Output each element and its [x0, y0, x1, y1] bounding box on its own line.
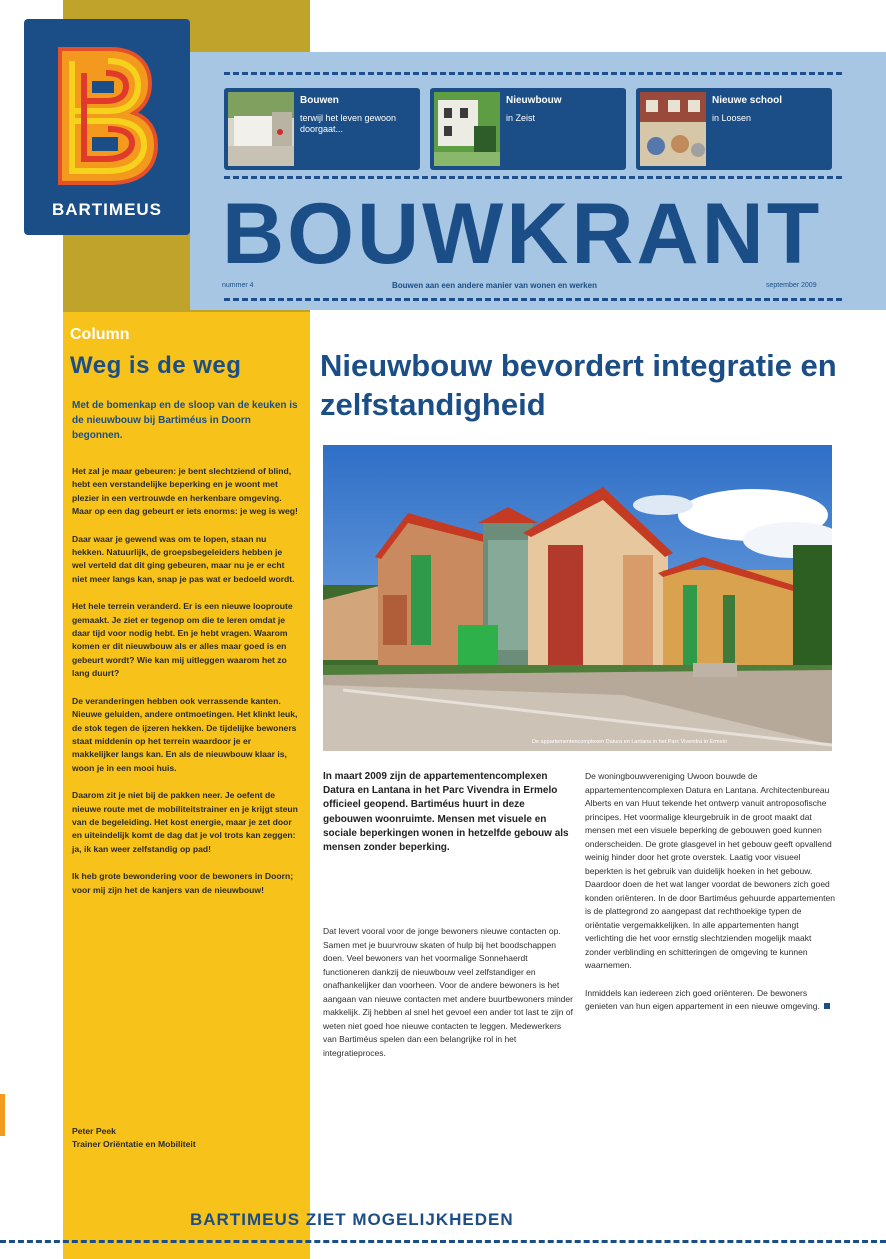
column-label: Column	[70, 326, 130, 343]
column-paragraph: Ik heb grote bewondering voor de bewoners in Doorn; voor mij zijn het de kanjers van de nieuwbouw!	[72, 871, 294, 895]
end-of-article-icon	[824, 1003, 830, 1009]
photo-caption: De appartementencomplexen Datura en Lantana in het Parc Vivendra in Ermelo	[532, 739, 727, 745]
teaser-title: Nieuwe school	[712, 95, 783, 106]
column-paragraph: Daar waar je gewend was om te lopen, staan nu hekken. Natuurlijk, de groepsbegeleiders hebben je wel verteld dat dit ging gebeuren, maar nu je er echt niet meer langs kan, snap je pas wat er bedoeld wordt.	[72, 533, 295, 584]
teaser-nieuwe-school[interactable]	[636, 88, 832, 170]
footer-claim: ZIET MOGELIJKHEDEN	[300, 1210, 514, 1229]
article-body-right	[585, 770, 835, 1028]
footer-slogan	[190, 1210, 514, 1230]
masthead-divider-bottom	[224, 298, 842, 301]
masthead-tagline: Bouwen aan een andere manier van wonen en werken	[392, 281, 597, 290]
teaser-subtitle: terwijl het leven gewoon doorgaat...	[300, 113, 397, 134]
teaser-subtitle: in Zeist	[506, 113, 536, 123]
article-paragraph: De woningbouwvereniging Uwoon bouwde de appartementencomplexen Datura en Lantana. Architectenbureau Alberts en van Huut tekende het ontwerp vanuit antroposofische principes. Het voormalige kleurgebruik in de groot maakt dat mensen met een visuele beperking de gebouwen goed kunnen onderscheiden. De grote glasgevel in het gebouw geeft opvallend weinig hinder door het grote overstek. Laatig voor visueel beperkten is het gebruik van duidelijk hoeken in het gebouw. Daardoor doen de het wat langer voordat de bewoners zich goed konden oriënteren. In de door Bartiméus gehuurde appartementen is de plattegrond zo aangepast dat rechthoekige typen de oriëntatie vergemakkelijken. In alle appartementen hangt verlichting die het voor ernstig slechtzienden mogelijk maakt zonder verblinding en schitteringen de omgeving te kunnen waarnemen.	[585, 771, 835, 970]
article-paragraph: Dat levert vooral voor de jonge bewoners nieuwe contacten op. Samen met je buurvrouw skaten of hulp bij het boodschappen doen. Veel bewoners van het voormalige Sonnehaerdt functioneren dankzij de nieuwbouw veel zelfstandiger en onafhankelijker dan voorheen. Voor de andere bewoners is het aangaan van nieuwe contacten met andere buurtbewoners minder makkelijk. Zij hebben al snel het gevoel een ander tot last te zijn of weten niet goed hoe nieuwe contacten te leggen. Medewerkers van Bartiméus spelen dan een belangrijke rol in het integratieproces.	[323, 926, 573, 1058]
article-body-left	[323, 925, 576, 1074]
column-body	[72, 465, 298, 911]
logo-name: BARTIMEUS	[51, 200, 163, 219]
footer-divider	[0, 1240, 886, 1243]
construction-thumbnail	[228, 92, 294, 166]
teaser-bouwen[interactable]	[224, 88, 420, 170]
issue-number: nummer 4	[222, 282, 254, 289]
building-photo	[323, 445, 832, 751]
author-name: Peter Peek	[72, 1126, 116, 1136]
column-paragraph: Het hele terrein veranderd. Er is een nieuwe looproute gemaakt. Je ziet er tegenop om die te leren omdat je daar tijd voor nodig hebt. En je hebt vragen. Waarom komen er dit nieuwbouw als er alles maar goed is en gebeurt wordt? Wie kan mij uitleggen waarom het zo lang duurt?	[72, 601, 293, 679]
teaser-subtitle: in Loosen	[712, 113, 752, 123]
column-paragraph: Het zal je maar gebeuren: je bent slechtziend of blind, hebt een verstandelijke beperking en je woont met plezier in een vertrouwde en herkenbare omgeving. Maar op een dag gebeurt er iets enorms: je weg is weg!	[72, 466, 298, 517]
school-thumbnail	[640, 92, 706, 166]
b-letter-icon	[52, 41, 162, 191]
masthead-divider-middle	[224, 176, 842, 179]
footer-brand: BARTIMEUS	[190, 1210, 301, 1229]
teaser-title: Bouwen	[300, 95, 339, 106]
article-closing-text: Inmiddels kan iedereen zich goed oriënteren. De bewoners genieten van hun eigen appartement in een nieuwe omgeving.	[585, 987, 820, 1011]
edge-marker	[0, 1094, 5, 1136]
article-headline: Nieuwbouw bevordert integratie en zelfstandigheid	[320, 348, 837, 422]
issue-date: september 2009	[766, 282, 817, 289]
author-role: Trainer Oriëntatie en Mobiliteit	[72, 1139, 196, 1150]
building-thumbnail	[434, 92, 500, 166]
bartimeus-logo	[24, 19, 190, 235]
column-author	[72, 1125, 196, 1152]
article-paragraph	[585, 987, 835, 1014]
publication-title: BOUWKRANT	[222, 186, 823, 282]
column-paragraph: Daarom zit je niet bij de pakken neer. Je oefent de nieuwe route met de mobiliteitstrainer en je krijgt steun van de begeleiding. Het kost energie, maar je zet door en uiteindelijk komt de dag dat je vol trots kan zeggen: ja, ik kan weer zelfstandig op pad!	[72, 790, 298, 854]
teaser-title: Nieuwbouw	[506, 95, 562, 106]
column-title: Weg is de weg	[70, 352, 242, 379]
article-lead: In maart 2009 zijn de appartementencomplexen Datura en Lantana in het Parc Vivendra in Ermelo officieel geopend. Bartiméus huurt in deze gebouwen woonruimte. Mensen met visuele en sociale beperkingen wonen in hetzelfde gebouw als mensen zonder beperking.	[323, 771, 569, 854]
column-lead: Met de bomenkap en de sloop van de keuken is de nieuwbouw bij Bartiméus in Doorn begonnen.	[72, 400, 298, 441]
column-paragraph: De veranderingen hebben ook verrassende kanten. Nieuwe geluiden, andere ontmoetingen. Het klinkt leuk, de stok tegen de ijzeren hekken. De tijdelijke bewoners staat middenin op het terrein waardoor je er makkelijker langs kan. En als de nieuwbouw klaar is, woon je in een mooi huis.	[72, 695, 298, 773]
masthead-divider-top	[224, 72, 842, 75]
teaser-nieuwbouw[interactable]	[430, 88, 626, 170]
